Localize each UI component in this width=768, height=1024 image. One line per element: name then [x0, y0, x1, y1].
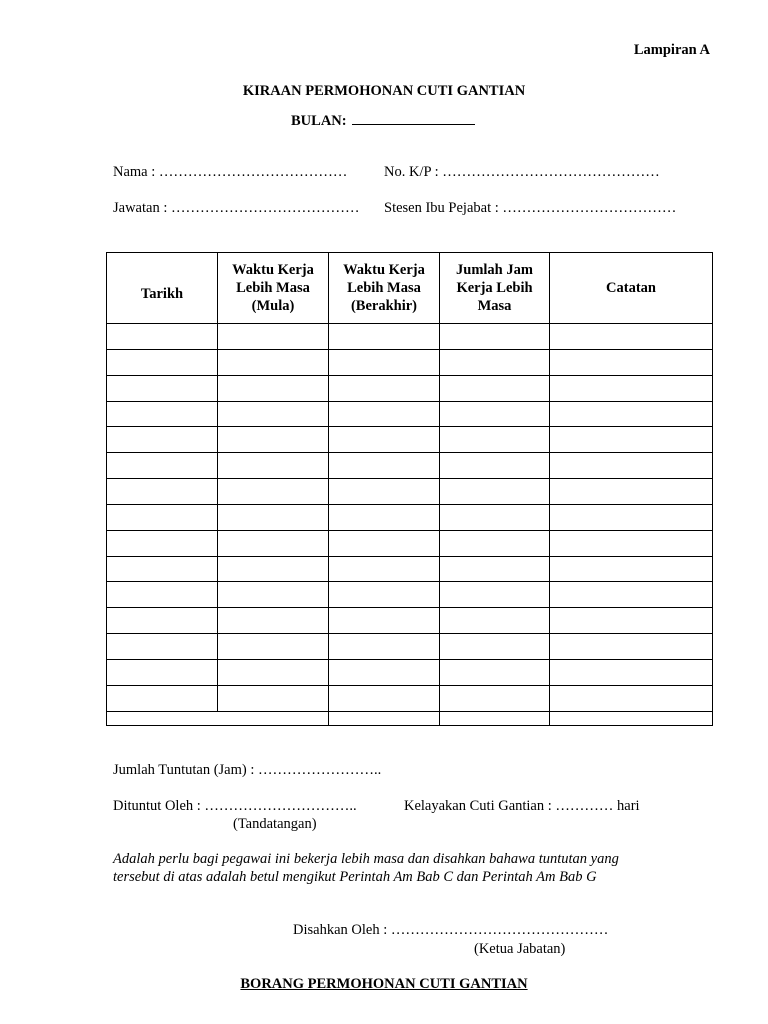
month-row [291, 110, 475, 130]
table-cell[interactable] [550, 530, 713, 556]
table-cell[interactable] [550, 349, 713, 375]
table-cell[interactable] [440, 634, 550, 660]
table-cell[interactable] [550, 582, 713, 608]
table-cell[interactable] [329, 504, 440, 530]
table-cell[interactable] [218, 608, 329, 634]
table-row [107, 582, 713, 608]
table-cell[interactable] [218, 634, 329, 660]
table-cell[interactable] [107, 324, 218, 350]
table-row [107, 324, 713, 350]
table-cell[interactable] [329, 556, 440, 582]
jumlah-tuntutan-field[interactable]: Jumlah Tuntutan (Jam) : …………………….. [113, 762, 382, 778]
table-row [107, 711, 713, 725]
header-waktu-berakhir: Waktu Kerja Lebih Masa (Berakhir) [329, 253, 440, 324]
table-cell[interactable] [107, 349, 218, 375]
table-cell[interactable] [218, 427, 329, 453]
table-cell[interactable] [107, 427, 218, 453]
disahkan-oleh-field[interactable]: Disahkan Oleh : ……………………………………… [293, 922, 609, 938]
table-cell[interactable] [440, 504, 550, 530]
form-title: KIRAAN PERMOHONAN CUTI GANTIAN [242, 83, 526, 99]
ketua-jabatan-caption: (Ketua Jabatan) [474, 941, 566, 957]
table-cell[interactable] [107, 608, 218, 634]
table-cell[interactable] [440, 479, 550, 505]
table-row [107, 685, 713, 711]
kelayakan-field[interactable]: Kelayakan Cuti Gantian : ………… hari [404, 798, 640, 814]
header-catatan: Catatan [550, 253, 713, 324]
table-cell[interactable] [329, 685, 440, 711]
table-cell[interactable] [107, 711, 329, 725]
table-cell[interactable] [107, 401, 218, 427]
table-cell[interactable] [440, 427, 550, 453]
table-cell[interactable] [440, 530, 550, 556]
table-cell[interactable] [107, 453, 218, 479]
table-cell[interactable] [329, 582, 440, 608]
jawatan-field[interactable]: Jawatan : ………………………………… [113, 200, 360, 216]
table-row [107, 504, 713, 530]
table-cell[interactable] [440, 349, 550, 375]
table-cell[interactable] [218, 504, 329, 530]
table-cell[interactable] [440, 582, 550, 608]
table-cell[interactable] [329, 427, 440, 453]
tandatangan-caption: (Tandatangan) [233, 816, 317, 832]
table-cell[interactable] [550, 453, 713, 479]
table-cell[interactable] [329, 349, 440, 375]
table-cell[interactable] [550, 427, 713, 453]
overtime-table [106, 252, 713, 726]
table-row [107, 349, 713, 375]
table-cell[interactable] [218, 375, 329, 401]
table-cell[interactable] [218, 349, 329, 375]
header-jumlah-jam: Jumlah Jam Kerja Lebih Masa [440, 253, 550, 324]
table-cell[interactable] [218, 582, 329, 608]
table-cell[interactable] [550, 504, 713, 530]
header-waktu-mula: Waktu Kerja Lebih Masa (Mula) [218, 253, 329, 324]
appendix-label: Lampiran A [633, 42, 710, 58]
table-cell[interactable] [440, 324, 550, 350]
table-cell[interactable] [218, 453, 329, 479]
no-kp-field[interactable]: No. K/P : ……………………………………… [384, 164, 660, 180]
table-cell[interactable] [440, 659, 550, 685]
table-cell[interactable] [550, 401, 713, 427]
table-cell[interactable] [107, 530, 218, 556]
table-cell[interactable] [550, 479, 713, 505]
table-cell[interactable] [107, 504, 218, 530]
table-row [107, 608, 713, 634]
table-cell[interactable] [329, 401, 440, 427]
table-cell[interactable] [440, 401, 550, 427]
table-cell[interactable] [329, 608, 440, 634]
nama-field[interactable]: Nama : ………………………………… [113, 164, 348, 180]
statement-line-1: Adalah perlu bagi pegawai ini bekerja lebih masa dan disahkan bahawa tuntutan yang [113, 851, 619, 867]
table-cell[interactable] [107, 375, 218, 401]
table-cell[interactable] [550, 634, 713, 660]
table-cell[interactable] [550, 608, 713, 634]
footer-title: BORANG PERMOHONAN CUTI GANTIAN [240, 976, 528, 992]
table-row [107, 401, 713, 427]
table-cell[interactable] [329, 634, 440, 660]
table-cell[interactable] [329, 453, 440, 479]
table-cell[interactable] [218, 479, 329, 505]
table-cell[interactable] [218, 556, 329, 582]
table-cell[interactable] [550, 711, 713, 725]
table-cell[interactable] [440, 453, 550, 479]
table-cell[interactable] [329, 711, 440, 725]
table-cell[interactable] [218, 401, 329, 427]
table-cell[interactable] [107, 685, 218, 711]
table-cell[interactable] [440, 608, 550, 634]
table-row [107, 479, 713, 505]
dituntut-oleh-field[interactable]: Dituntut Oleh : ………………………….. [113, 798, 357, 814]
table-cell[interactable] [440, 556, 550, 582]
table-cell[interactable] [107, 479, 218, 505]
table-row [107, 634, 713, 660]
table-cell[interactable] [550, 324, 713, 350]
table-row [107, 659, 713, 685]
table-cell[interactable] [550, 556, 713, 582]
stesen-field[interactable]: Stesen Ibu Pejabat : ……………………………… [384, 200, 677, 216]
table-cell[interactable] [218, 324, 329, 350]
table-row [107, 530, 713, 556]
table-cell[interactable] [329, 659, 440, 685]
table-row [107, 375, 713, 401]
table-cell[interactable] [107, 556, 218, 582]
month-blank-line[interactable] [352, 110, 475, 125]
table-cell[interactable] [550, 685, 713, 711]
table-header-row [107, 253, 713, 324]
table-cell[interactable] [107, 582, 218, 608]
table-cell[interactable] [550, 375, 713, 401]
table-cell[interactable] [440, 711, 550, 725]
header-tarikh: Tarikh [107, 253, 218, 324]
table-cell[interactable] [218, 659, 329, 685]
table-cell[interactable] [329, 530, 440, 556]
table-cell[interactable] [107, 659, 218, 685]
table-cell[interactable] [329, 324, 440, 350]
table-cell[interactable] [440, 375, 550, 401]
table-cell[interactable] [329, 479, 440, 505]
table-row [107, 427, 713, 453]
table-cell[interactable] [218, 530, 329, 556]
statement-line-2: tersebut di atas adalah betul mengikut Perintah Am Bab C dan Perintah Am Bab G [113, 869, 597, 885]
table-cell[interactable] [550, 659, 713, 685]
table-body [107, 324, 713, 726]
table-cell[interactable] [329, 375, 440, 401]
table-row [107, 556, 713, 582]
table-cell[interactable] [440, 685, 550, 711]
table-cell[interactable] [218, 685, 329, 711]
month-label: BULAN: [291, 113, 347, 129]
table-row [107, 453, 713, 479]
table-cell[interactable] [107, 634, 218, 660]
